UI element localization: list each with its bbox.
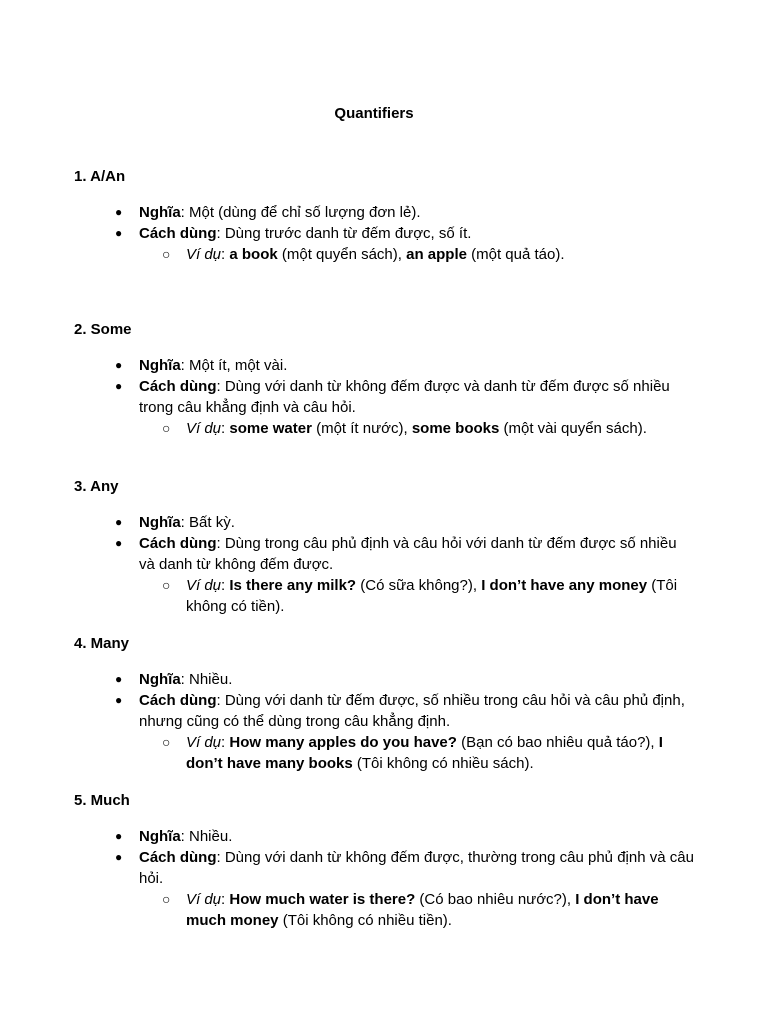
list-item-usage xyxy=(74,690,694,774)
example-phrase: I don’t have much money xyxy=(186,891,659,929)
bullet-dot-icon: ● xyxy=(115,850,123,864)
bullet-circle-icon: ○ xyxy=(162,420,171,436)
sub-bullet-list xyxy=(139,418,694,439)
meaning-text: : Bất kỳ. xyxy=(180,514,235,531)
example-text: (một vài quyển sách). xyxy=(499,420,647,437)
bullet-circle-icon: ○ xyxy=(162,891,171,907)
section-1 xyxy=(74,167,694,265)
usage-text: : Dùng với danh từ đếm được, số nhiều trong câu hỏi và câu phủ định, nhưng cũng có thể dùng trong câu khẳng định. xyxy=(139,692,685,730)
sub-bullet-list xyxy=(139,732,694,774)
usage-label: Cách dùng xyxy=(139,692,217,709)
list-item-example xyxy=(139,244,694,265)
section-heading: 3. Any xyxy=(74,478,119,495)
example-phrase: a book xyxy=(229,246,278,263)
bullet-dot-icon: ● xyxy=(115,536,123,550)
example-text: (Bạn có bao nhiêu quả táo?), xyxy=(456,734,659,751)
bullet-circle-icon: ○ xyxy=(162,734,171,750)
example-label: Ví dụ xyxy=(186,891,222,908)
bullet-list xyxy=(74,512,694,617)
meaning-text: : Một (dùng để chỉ số lượng đơn lẻ). xyxy=(180,204,421,221)
example-text: (Tôi không có nhiều sách). xyxy=(352,755,534,772)
usage-text: : Dùng trước danh từ đếm được, số ít. xyxy=(216,225,472,242)
bullet-list xyxy=(74,355,694,439)
section-heading: 2. Some xyxy=(74,321,132,338)
list-item-usage xyxy=(74,533,694,617)
bullet-dot-icon: ● xyxy=(115,829,123,843)
usage-text: : Dùng với danh từ không đếm được, thường trong câu phủ định và câu hỏi. xyxy=(139,849,694,887)
example-phrase: some books xyxy=(411,420,500,437)
example-phrase: How much water is there? xyxy=(229,891,416,908)
section-heading: 5. Much xyxy=(74,792,130,809)
example-text: : xyxy=(221,420,230,437)
bullet-dot-icon: ● xyxy=(115,358,123,372)
section-5 xyxy=(74,791,694,931)
example-text: (Tôi không có tiền). xyxy=(186,577,678,615)
usage-label: Cách dùng xyxy=(139,849,217,866)
bullet-list xyxy=(74,826,694,931)
sub-bullet-list xyxy=(139,244,694,265)
example-text: : xyxy=(221,891,230,908)
bullet-list xyxy=(74,202,694,265)
meaning-label: Nghĩa xyxy=(139,514,181,531)
usage-label: Cách dùng xyxy=(139,378,217,395)
section-4 xyxy=(74,634,694,774)
section-2 xyxy=(74,320,694,439)
list-item-example xyxy=(139,575,694,617)
example-text: (Tôi không có nhiều tiền). xyxy=(278,912,452,929)
bullet-dot-icon: ● xyxy=(115,672,123,686)
bullet-dot-icon: ● xyxy=(115,205,123,219)
meaning-text: : Nhiều. xyxy=(180,671,233,688)
usage-text: : Dùng với danh từ không đếm được và danh từ đếm được số nhiều trong câu khẳng định và câu hỏi. xyxy=(139,378,670,416)
example-label: Ví dụ xyxy=(186,246,222,263)
example-text: (Có bao nhiêu nước?), xyxy=(415,891,576,908)
list-item-meaning xyxy=(74,355,694,376)
bullet-dot-icon: ● xyxy=(115,379,123,393)
list-item-usage xyxy=(74,223,694,265)
example-text: (một quyển sách), xyxy=(277,246,407,263)
example-label: Ví dụ xyxy=(186,734,222,751)
example-text: (một ít nước), xyxy=(311,420,412,437)
example-text: : xyxy=(221,734,230,751)
bullet-circle-icon: ○ xyxy=(162,246,171,262)
section-heading: 1. A/An xyxy=(74,168,126,185)
meaning-label: Nghĩa xyxy=(139,357,181,374)
sub-bullet-list xyxy=(139,889,694,931)
list-item-example xyxy=(139,732,694,774)
bullet-dot-icon: ● xyxy=(115,226,123,240)
bullet-list xyxy=(74,669,694,774)
example-text: (Có sữa không?), xyxy=(356,577,482,594)
list-item-meaning xyxy=(74,202,694,223)
bullet-circle-icon: ○ xyxy=(162,577,171,593)
list-item-example xyxy=(139,889,694,931)
section-3 xyxy=(74,477,694,617)
example-phrase: an apple xyxy=(406,246,467,263)
meaning-text: : Nhiều. xyxy=(180,828,233,845)
example-phrase: some water xyxy=(229,420,312,437)
list-item-usage xyxy=(74,376,694,439)
usage-label: Cách dùng xyxy=(139,225,217,242)
example-phrase: Is there any milk? xyxy=(229,577,357,594)
example-text: : xyxy=(221,577,230,594)
list-item-meaning xyxy=(74,826,694,847)
example-text: : xyxy=(221,246,230,263)
list-item-usage xyxy=(74,847,694,931)
meaning-text: : Một ít, một vài. xyxy=(180,357,288,374)
example-label: Ví dụ xyxy=(186,420,222,437)
bullet-dot-icon: ● xyxy=(115,515,123,529)
meaning-label: Nghĩa xyxy=(139,671,181,688)
section-heading: 4. Many xyxy=(74,635,130,652)
page-title: Quantifiers xyxy=(334,105,414,122)
example-phrase: I don’t have any money xyxy=(481,577,648,594)
example-phrase: I don’t have many books xyxy=(186,734,663,772)
usage-label: Cách dùng xyxy=(139,535,217,552)
meaning-label: Nghĩa xyxy=(139,204,181,221)
bullet-dot-icon: ● xyxy=(115,693,123,707)
usage-text: : Dùng trong câu phủ định và câu hỏi với danh từ đếm được số nhiều và danh từ không đếm được. xyxy=(139,535,677,573)
example-text: (một quả táo). xyxy=(466,246,565,263)
example-phrase: How many apples do you have? xyxy=(229,734,457,751)
list-item-meaning xyxy=(74,512,694,533)
sub-bullet-list xyxy=(139,575,694,617)
meaning-label: Nghĩa xyxy=(139,828,181,845)
list-item-example xyxy=(139,418,694,439)
example-label: Ví dụ xyxy=(186,577,222,594)
list-item-meaning xyxy=(74,669,694,690)
